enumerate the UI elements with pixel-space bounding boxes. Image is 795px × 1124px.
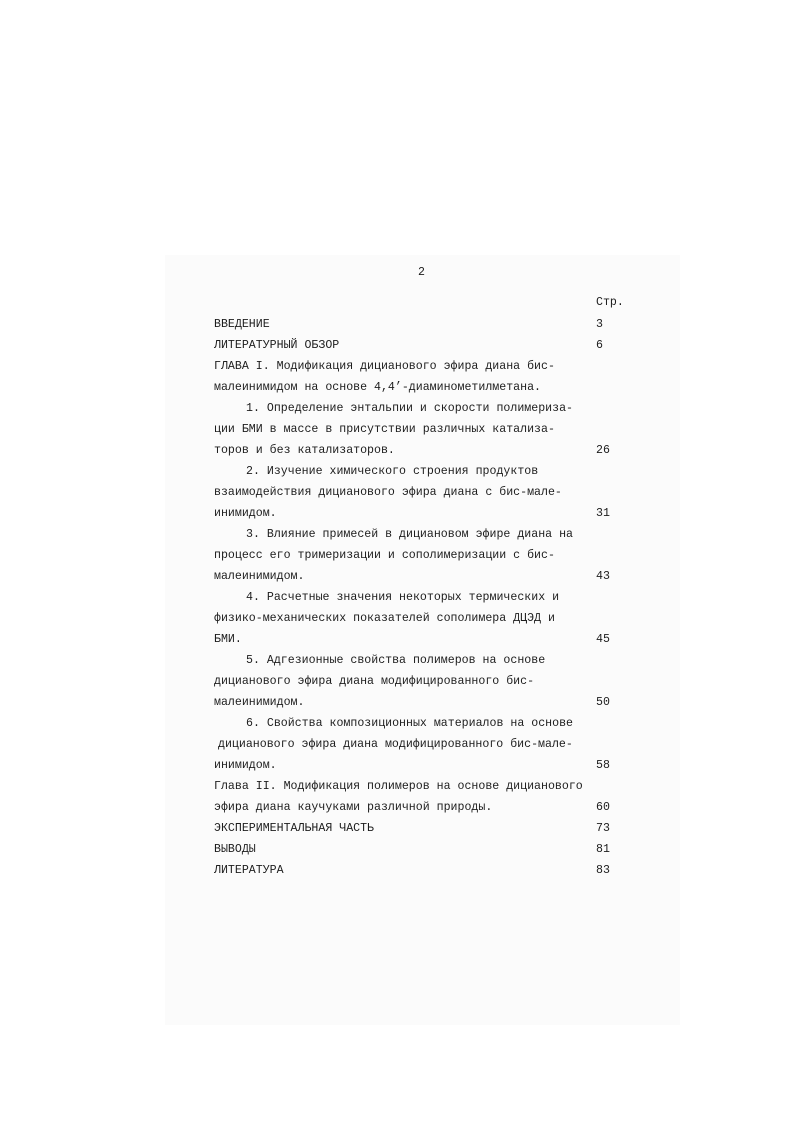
toc-line: малеинимидом на основе 4,4’-диаминометилметана. [214, 381, 541, 394]
toc-line: дицианового эфира диана модифицированного бис-мале- [218, 738, 573, 751]
toc-page: 3 [596, 318, 603, 331]
toc-page: 45 [596, 633, 610, 646]
toc-line: ЛИТЕРАТУРА [214, 864, 284, 877]
toc-line: ВВЕДЕНИЕ [214, 318, 270, 331]
toc-line: ГЛАВА I. Модификация дицианового эфира диана бис- [214, 360, 555, 373]
toc-line: инимидом. [214, 759, 277, 772]
toc-page: 6 [596, 339, 603, 352]
toc-line: 1. Определение энтальпии и скорости полимериза- [246, 402, 573, 415]
toc-page: 60 [596, 801, 610, 814]
toc-line: 5. Адгезионные свойства полимеров на основе [246, 654, 546, 667]
toc-line: дицианового эфира диана модифицированного бис- [214, 675, 535, 688]
toc-page: 81 [596, 843, 610, 856]
toc-line: процесс его тримеризации и сополимеризации с бис- [214, 549, 555, 562]
toc-line: ЛИТЕРАТУРНЫЙ ОБЗОР [214, 339, 340, 352]
toc-line: малеинимидом. [214, 570, 305, 583]
toc-line: 4. Расчетные значения некоторых термических и [246, 591, 560, 604]
toc-line: торов и без катализаторов. [214, 444, 395, 457]
toc-line: малеинимидом. [214, 696, 305, 709]
toc-page: 43 [596, 570, 610, 583]
toc-line: 3. Влияние примесей в дициановом эфире диана на [246, 528, 573, 541]
toc-page: 26 [596, 444, 610, 457]
toc-line: взаимодействия дицианового эфира диана с бис-мале- [214, 486, 562, 499]
toc-page: 83 [596, 864, 610, 877]
toc-line: Глава II. Модификация полимеров на основе дицианового [214, 780, 583, 793]
toc-page: 31 [596, 507, 610, 520]
toc-line: ВЫВОДЫ [214, 843, 256, 856]
toc-line: эфира диана каучуками различной природы. [214, 801, 493, 814]
toc-line: БМИ. [214, 633, 242, 646]
toc-line: физико-механических показателей сополимера ДЦЭД и [214, 612, 555, 625]
toc-line: 6. Свойства композиционных материалов на основе [246, 717, 573, 730]
page-column-label: Стр. [596, 296, 624, 309]
toc-line: 2. Изучение химического строения продуктов [246, 465, 539, 478]
toc-line: ции БМИ в массе в присутствии различных катализа- [214, 423, 555, 436]
toc-page: 58 [596, 759, 610, 772]
toc-page: 50 [596, 696, 610, 709]
toc-page: 73 [596, 822, 610, 835]
page-number: 2 [418, 266, 425, 279]
toc-line: ЭКСПЕРИМЕНТАЛЬНАЯ ЧАСТЬ [214, 822, 375, 835]
toc-line: инимидом. [214, 507, 277, 520]
